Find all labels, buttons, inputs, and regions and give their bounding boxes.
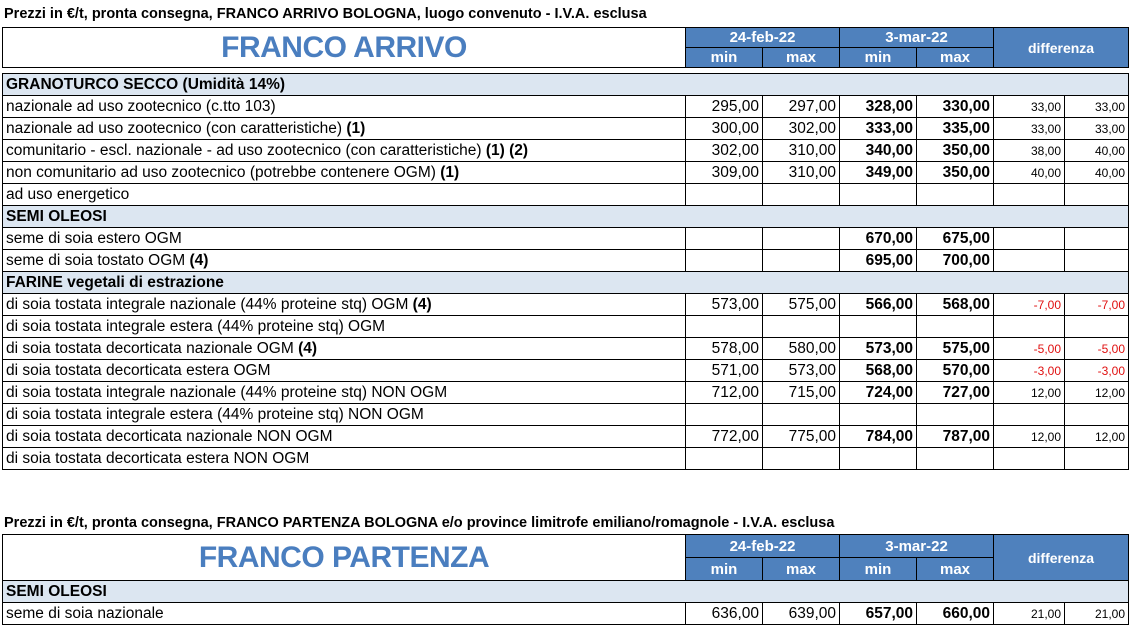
- difference-header: differenza: [994, 535, 1129, 581]
- product-label: non comunitario ad uso zootecnico (potrebbe contenere OGM): [6, 163, 441, 181]
- product-cell: [3, 404, 686, 426]
- price-min-curr: 724,00: [840, 382, 917, 404]
- price-min-curr: 695,00: [840, 250, 917, 272]
- price-min-curr: 328,00: [840, 96, 917, 118]
- price-max-prev: 580,00: [763, 338, 840, 360]
- section-title: SEMI OLEOSI: [3, 581, 1129, 603]
- date-header-prev: 24-feb-22: [686, 535, 840, 558]
- price-max-curr: [917, 316, 994, 338]
- product-cell: [3, 184, 686, 206]
- product-label: di soia tostata integrale estera (44% proteine stq) OGM: [6, 317, 386, 335]
- price-diff-min: [994, 250, 1065, 272]
- price-min-curr: [840, 448, 917, 470]
- date-header-curr: 3-mar-22: [840, 28, 994, 48]
- price-max-curr: 660,00: [917, 603, 994, 625]
- product-cell: [3, 162, 686, 184]
- price-max-prev: 297,00: [763, 96, 840, 118]
- price-min-prev: [686, 404, 763, 426]
- price-max-curr: 675,00: [917, 228, 994, 250]
- price-diff-min: [994, 228, 1065, 250]
- price-max-prev: 302,00: [763, 118, 840, 140]
- difference-header: differenza: [994, 28, 1129, 68]
- price-max-curr: 330,00: [917, 96, 994, 118]
- price-min-prev: [686, 184, 763, 206]
- price-diff-min: 38,00: [994, 140, 1065, 162]
- product-cell: [3, 316, 686, 338]
- price-max-prev: 715,00: [763, 382, 840, 404]
- price-diff-max: -5,00: [1065, 338, 1129, 360]
- min-header: min: [686, 48, 763, 68]
- section-title: FARINE vegetali di estrazione: [3, 272, 1129, 294]
- price-diff-max: [1065, 448, 1129, 470]
- price-diff-min: 12,00: [994, 426, 1065, 448]
- price-max-curr: 335,00: [917, 118, 994, 140]
- price-max-curr: 570,00: [917, 360, 994, 382]
- product-cell: [3, 338, 686, 360]
- price-min-prev: 712,00: [686, 382, 763, 404]
- price-diff-max: [1065, 184, 1129, 206]
- product-label: di soia tostata integrale nazionale (44% proteine stq) NON OGM: [6, 383, 448, 401]
- price-diff-min: 33,00: [994, 96, 1065, 118]
- price-min-curr: 333,00: [840, 118, 917, 140]
- price-min-curr: [840, 316, 917, 338]
- table-row: [3, 426, 1129, 448]
- table-row: [3, 118, 1129, 140]
- min-header: min: [840, 48, 917, 68]
- product-cell: [3, 360, 686, 382]
- price-max-prev: [763, 228, 840, 250]
- price-max-prev: 575,00: [763, 294, 840, 316]
- price-min-curr: 784,00: [840, 426, 917, 448]
- price-max-curr: 350,00: [917, 162, 994, 184]
- table-row: [3, 360, 1129, 382]
- product-cell: [3, 96, 686, 118]
- price-max-prev: [763, 404, 840, 426]
- price-min-curr: 657,00: [840, 603, 917, 625]
- price-diff-max: 40,00: [1065, 162, 1129, 184]
- max-header: max: [763, 48, 840, 68]
- price-diff-max: 40,00: [1065, 140, 1129, 162]
- section-row: [3, 581, 1129, 603]
- section-title: SEMI OLEOSI: [3, 206, 1129, 228]
- price-max-prev: [763, 448, 840, 470]
- price-diff-max: -3,00: [1065, 360, 1129, 382]
- product-label: di soia tostata decorticata nazionale OGM: [6, 339, 299, 357]
- price-diff-min: [994, 316, 1065, 338]
- price-min-prev: [686, 316, 763, 338]
- price-table-franco-arrivo: [2, 27, 1129, 470]
- price-min-curr: 670,00: [840, 228, 917, 250]
- price-max-prev: [763, 250, 840, 272]
- price-diff-min: -5,00: [994, 338, 1065, 360]
- price-min-prev: 302,00: [686, 140, 763, 162]
- table-row: [3, 96, 1129, 118]
- table-row: [3, 603, 1129, 625]
- footnote-ref: (4): [298, 339, 318, 357]
- caption-franco-partenza: Prezzi in €/t, pronta consegna, FRANCO PARTENZA BOLOGNA e/o province limitrofe emiliano/romagnole - I.V.A. esclusa: [4, 515, 835, 531]
- max-header: max: [763, 558, 840, 581]
- price-table-franco-partenza: [2, 534, 1129, 625]
- price-min-prev: 295,00: [686, 96, 763, 118]
- table-row: [3, 316, 1129, 338]
- section-row: [3, 272, 1129, 294]
- date-header-prev: 24-feb-22: [686, 28, 840, 48]
- product-cell: [3, 294, 686, 316]
- table-row: [3, 228, 1129, 250]
- price-min-prev: 636,00: [686, 603, 763, 625]
- price-min-curr: 568,00: [840, 360, 917, 382]
- table-title: FRANCO ARRIVO: [3, 28, 686, 68]
- price-diff-min: -3,00: [994, 360, 1065, 382]
- price-max-curr: 727,00: [917, 382, 994, 404]
- price-min-prev: [686, 250, 763, 272]
- product-label: di soia tostata decorticata estera OGM: [6, 361, 271, 379]
- price-max-prev: 310,00: [763, 140, 840, 162]
- product-label: di soia tostata integrale estera (44% proteine stq) NON OGM: [6, 405, 424, 423]
- product-label: nazionale ad uso zootecnico (con caratteristiche): [6, 119, 347, 137]
- product-cell: [3, 448, 686, 470]
- price-max-curr: [917, 184, 994, 206]
- table-row: [3, 140, 1129, 162]
- price-diff-max: [1065, 250, 1129, 272]
- price-diff-min: 40,00: [994, 162, 1065, 184]
- price-min-prev: [686, 228, 763, 250]
- table-row: [3, 382, 1129, 404]
- product-label: comunitario - escl. nazionale - ad uso zootecnico (con caratteristiche): [6, 141, 486, 159]
- section-row: [3, 74, 1129, 96]
- price-diff-min: [994, 404, 1065, 426]
- max-header: max: [917, 48, 994, 68]
- price-min-prev: 571,00: [686, 360, 763, 382]
- product-label: seme di soia tostato OGM: [6, 251, 190, 269]
- price-diff-min: [994, 448, 1065, 470]
- section-title: GRANOTURCO SECCO (Umidità 14%): [3, 74, 1129, 96]
- table-row: [3, 448, 1129, 470]
- price-min-curr: 349,00: [840, 162, 917, 184]
- price-diff-max: 12,00: [1065, 426, 1129, 448]
- product-label: di soia tostata integrale nazionale (44% proteine stq) OGM: [6, 295, 413, 313]
- table-row: [3, 294, 1129, 316]
- table-row: [3, 250, 1129, 272]
- price-diff-min: -7,00: [994, 294, 1065, 316]
- product-cell: [3, 140, 686, 162]
- price-diff-max: [1065, 404, 1129, 426]
- price-min-curr: [840, 184, 917, 206]
- price-diff-min: [994, 184, 1065, 206]
- product-cell: [3, 426, 686, 448]
- price-max-prev: 573,00: [763, 360, 840, 382]
- price-min-prev: [686, 448, 763, 470]
- table-title: FRANCO PARTENZA: [3, 535, 686, 581]
- min-header: min: [686, 558, 763, 581]
- price-max-curr: [917, 404, 994, 426]
- price-min-prev: 578,00: [686, 338, 763, 360]
- footnote-ref: (1): [346, 119, 366, 137]
- price-min-prev: 772,00: [686, 426, 763, 448]
- price-max-prev: [763, 316, 840, 338]
- min-header: min: [840, 558, 917, 581]
- price-min-prev: 300,00: [686, 118, 763, 140]
- product-cell: [3, 118, 686, 140]
- footnote-ref: (4): [189, 251, 209, 269]
- price-diff-max: 33,00: [1065, 118, 1129, 140]
- product-label: di soia tostata decorticata nazionale NON OGM: [6, 427, 333, 445]
- price-max-prev: 310,00: [763, 162, 840, 184]
- price-min-curr: [840, 404, 917, 426]
- price-diff-min: 21,00: [994, 603, 1065, 625]
- price-max-curr: 575,00: [917, 338, 994, 360]
- section-row: [3, 206, 1129, 228]
- price-diff-max: [1065, 316, 1129, 338]
- price-max-curr: 787,00: [917, 426, 994, 448]
- product-label: di soia tostata decorticata estera NON OGM: [6, 449, 310, 467]
- product-label: seme di soia estero OGM: [6, 229, 182, 247]
- price-diff-max: 21,00: [1065, 603, 1129, 625]
- product-label: ad uso energetico: [6, 185, 130, 203]
- table-row: [3, 338, 1129, 360]
- max-header: max: [917, 558, 994, 581]
- price-min-prev: 573,00: [686, 294, 763, 316]
- product-cell: [3, 228, 686, 250]
- price-diff-max: 12,00: [1065, 382, 1129, 404]
- table-row: [3, 404, 1129, 426]
- price-diff-max: [1065, 228, 1129, 250]
- product-label: seme di soia nazionale: [6, 604, 164, 622]
- price-diff-max: -7,00: [1065, 294, 1129, 316]
- price-max-prev: 775,00: [763, 426, 840, 448]
- price-min-prev: 309,00: [686, 162, 763, 184]
- product-label: nazionale ad uso zootecnico (c.tto 103): [6, 97, 276, 115]
- price-max-curr: 568,00: [917, 294, 994, 316]
- caption-franco-arrivo: Prezzi in €/t, pronta consegna, FRANCO ARRIVO BOLOGNA, luogo convenuto - I.V.A. esclusa: [4, 6, 647, 22]
- date-header-curr: 3-mar-22: [840, 535, 994, 558]
- price-max-curr: [917, 448, 994, 470]
- price-diff-max: 33,00: [1065, 96, 1129, 118]
- price-max-curr: 700,00: [917, 250, 994, 272]
- price-diff-min: 12,00: [994, 382, 1065, 404]
- price-min-curr: 573,00: [840, 338, 917, 360]
- price-min-curr: 566,00: [840, 294, 917, 316]
- table-row: [3, 184, 1129, 206]
- footnote-ref: (1): [440, 163, 460, 181]
- table-row: [3, 162, 1129, 184]
- product-cell: [3, 250, 686, 272]
- footnote-ref: (4): [412, 295, 432, 313]
- price-max-prev: 639,00: [763, 603, 840, 625]
- product-cell: [3, 603, 686, 625]
- price-diff-min: 33,00: [994, 118, 1065, 140]
- price-min-curr: 340,00: [840, 140, 917, 162]
- price-max-curr: 350,00: [917, 140, 994, 162]
- footnote-ref: (1) (2): [485, 141, 529, 159]
- product-cell: [3, 382, 686, 404]
- price-max-prev: [763, 184, 840, 206]
